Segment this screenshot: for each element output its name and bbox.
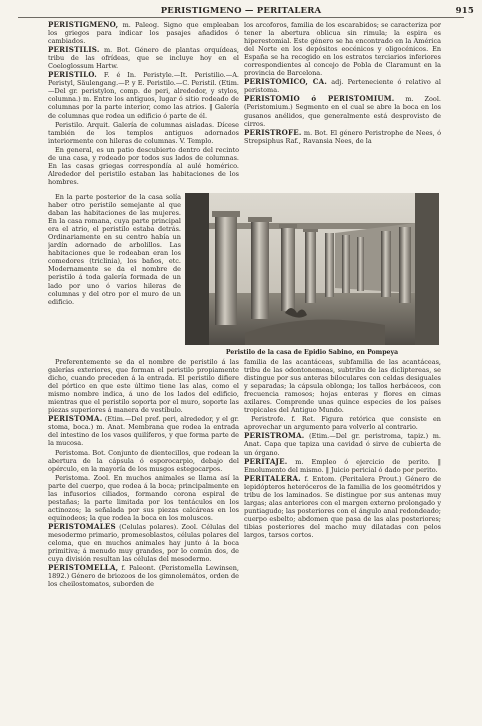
column-left-top <box>48 21 239 191</box>
paragraph <box>48 449 239 473</box>
running-head-title: PERISTIGMENO — PERITALERA <box>160 6 322 16</box>
headword: PERISTILIS. <box>48 45 100 55</box>
definition: m. Bot. El género Peristrophe de Nees, ó Strepsiphus Raf., Ravansia Nees, de la <box>244 128 441 145</box>
entry-peristomella <box>48 564 239 588</box>
page-number: 915 <box>455 6 474 16</box>
headword: PERISTOMALES <box>48 521 116 531</box>
header-rule <box>18 17 464 18</box>
headword: PERISTROFE. <box>244 127 302 137</box>
paragraph-text: Peristoma. Bot. Conjunto de dientecillos, que rodean la abertura de la cápsula ó esporocarpio, debajo del opérculo, en la mayoría de los musgos estegocarpos. <box>48 448 239 473</box>
column-right-bottom <box>244 358 441 720</box>
headword: PERISTOMELLA, <box>48 563 119 573</box>
entry-peristrofe <box>244 129 441 145</box>
entry-peritalera <box>244 475 441 539</box>
paragraph-text: Preferentemente se da el nombre de peristilo á las galerías exteriores, que forman el peristilo propiamente dicho, cuando preceden á la entrada. El peristilo difiere del pórtico en que este último tiene las alas, como el mismo nombre indica, á uno de los lados del edificio, mientras que el peristilo soporta por el muro, soporte las piezas superiores á manera de vestíbulo. <box>48 358 239 415</box>
paragraph-text: En general, es un patio descubierto dentro del recinto de una casa, y rodeado por todos sus lados de columnas. En las casas griegas correspondía al aulé homérico. Alrededor del peristilo estaban las habitaciones de los hombres. <box>48 145 239 186</box>
entry-peristomio <box>244 95 441 127</box>
figure-caption: Peristilo de la casa de Epidio Sabino, en Pompeya <box>225 349 399 356</box>
headword: PERISTOMA. <box>48 414 103 424</box>
paragraph <box>48 474 239 522</box>
definition: f. Entom. (Peritalera Prout.) Género de lepidópteros heteróceros de la familia de los geométridos y tribu de los laminados. Se distingue por sus antenas muy largas; alas anteriores con el margen externo prolongado y puntiagudo; las posteriores con el ángulo anal redondeado; cuerpo esbelto; abdomen que pasa de las alas posteriores; tibias posteriores del macho muy dilatadas con pelos largos, tarsos cortos. <box>244 474 441 539</box>
definition: (Etim.—Del gr. peristroma, tapiz.) m. Anat. Capa que tapiza una cavidad ó sirve de cubierta de un órgano. <box>244 432 441 457</box>
paragraph-text: Peristoma. Zool. En muchos animales se llama así la parte del cuerpo, que rodea á la boca; principalmente en las infusorios ciliados, formando corona espiral de pestañas; la parte limitada por los tentáculos en los actinozos; la señalada por sus piezas calcáreas en los equinodeos; la que rodea la boca en los moluscos. <box>48 473 239 522</box>
paragraph <box>48 193 181 306</box>
paragraph <box>48 358 239 414</box>
entry-peritaje <box>244 458 441 474</box>
definition: F. é In. Peristyle.—It. Peristilio.—A. Peristyl, Säulengang.—P. y E. Peristilo.—C. Peristil. (Etim.—Del gr. peristylon, comp. de peri, alrededor, y stylos, columna.) m. Entre los antiguos, lugar ó sitio rodeado de columnas por la parte interior, como las atrios. ‖ Galería de columnas que rodea un edificio ó parte de él. <box>48 71 239 120</box>
paragraph <box>244 358 441 414</box>
peristyle-photo <box>185 193 439 345</box>
headword: PERISTIGMENO, <box>48 21 119 29</box>
definition: m. Paleog. Signo que empleaban los griegos para indicar los pasajes añadidos ó cambiados. <box>48 21 239 46</box>
definition: m. Bot. Género de plantas orquídeas, tribu de las ofrídeas, que se incluye hoy en el Coeloglossum Hartw. <box>48 46 239 71</box>
paragraph <box>48 146 239 186</box>
column-right-top <box>244 21 441 191</box>
definition: (Etim.—Del pref. peri, alrededor, y el gr. stoma, boca.) m. Anat. Membrana que rodea la entrada del intestino de los vasos quilíferos, y que forma parte de la mucosa. <box>48 415 239 448</box>
definition: f. Paleont. (Peristomella Lewinsen, 1892.) Género de briozoos de los gimnolemátos, orden de los cheilostomatos, suborden de <box>48 564 239 589</box>
entry-peristigmeno <box>48 21 239 45</box>
paragraph-text: Peristilo. Arquit. Galería de columnas aisladas. Dícese también de los templos antiguos adornados interiormente con hileras de columnas. V. Templo. <box>48 120 239 145</box>
definition: m. Empleo ó ejercicio de perito. ‖ Emolumento del mismo. ‖ Juicio pericial ó dado por perito. <box>244 457 441 474</box>
paragraph <box>244 21 441 77</box>
definition: (Celulas polares). Zool. Células del mesodermo primario, promesoblastos, células polares del celoma, que en muchos animales hay junto á la boca primitiva; á menudo muy grandes, por lo común dos, de cuya división resultan las células del mesodermo. <box>48 522 239 564</box>
column-left-bottom <box>48 358 239 720</box>
definition: m. Zool. (Peristomium.) Segmento en el cual se abre la boca en los gusanos anélidos, que generalmente está desprovisto de cirros. <box>244 95 441 128</box>
entry-peristilis <box>48 46 239 70</box>
headword: PERITAJE. <box>244 456 288 466</box>
entry-peristomico <box>244 78 441 94</box>
headword: PERISTILO. <box>48 70 97 80</box>
entry-peristomales <box>48 523 239 563</box>
entry-peristoma <box>48 415 239 447</box>
entry-peristilo <box>48 71 239 119</box>
paragraph-text: los arcoforos, familia de los escarabidos; se caracteriza por tener la abertura oblicua sin rimula; la espira es hiperestomial. Este género se ha encontrado en la América del Norte en los depósitos eocénicos y oligocénicos. En España se ha recogido en los estratos terciarios inferiores correspondientes al concejo de Pobla de Claramunt en la provincia de Barcelona. <box>244 21 441 78</box>
paragraph-text: familia de las acantáceas, subfamilia de las acantáceas, tribu de las odontonemeas, subtribu de las dicliptereas, se distingue por sus anteras biloculares con celdas desiguales y separadas; la cápsula oblonga; los tallos herbáceos, con frecuencia ramosos; hojas enteras y flores en cimas axilares. Comprende unas quince especies de los países tropicales del Antiguo Mundo. <box>244 358 441 415</box>
headword: PERISTROMA. <box>244 431 305 441</box>
headword: PERISTOMICO, CA. <box>244 77 328 87</box>
entry-peristroma <box>244 432 441 456</box>
peristyle-illustration <box>185 193 439 356</box>
definition: adj. Perteneciente ó relativo al peristoma. <box>244 78 441 95</box>
headword: PERISTOMIO ó PERISTOMIUM. <box>244 94 395 104</box>
column-left-middle <box>48 193 181 358</box>
headword: PERITALERA. <box>244 473 301 483</box>
paragraph-text: En la parte posterior de la casa solía haber otro peristilo semejante al que daban las habitaciones de las mujeres. En la casa romana, cuya parte principal era el atrio, el peristilo estaba detrás. Ordinariamente en su centro había un jardín adornado de arbolillos. Las habitaciones que le rodeaban eran los comedores (triclinia), los baños, etc. Modernamente se da el nombre de peristilo á toda galería formada de un lado por uno ó varios hileras de columnas y del otro por el muro de un edificio. <box>48 193 181 306</box>
paragraph <box>244 415 441 431</box>
paragraph-text: Peristrofe. f. Ret. Figura retórica que consiste en aprovechar un argumento para volverlo al contrario. <box>244 415 441 432</box>
paragraph <box>48 121 239 145</box>
